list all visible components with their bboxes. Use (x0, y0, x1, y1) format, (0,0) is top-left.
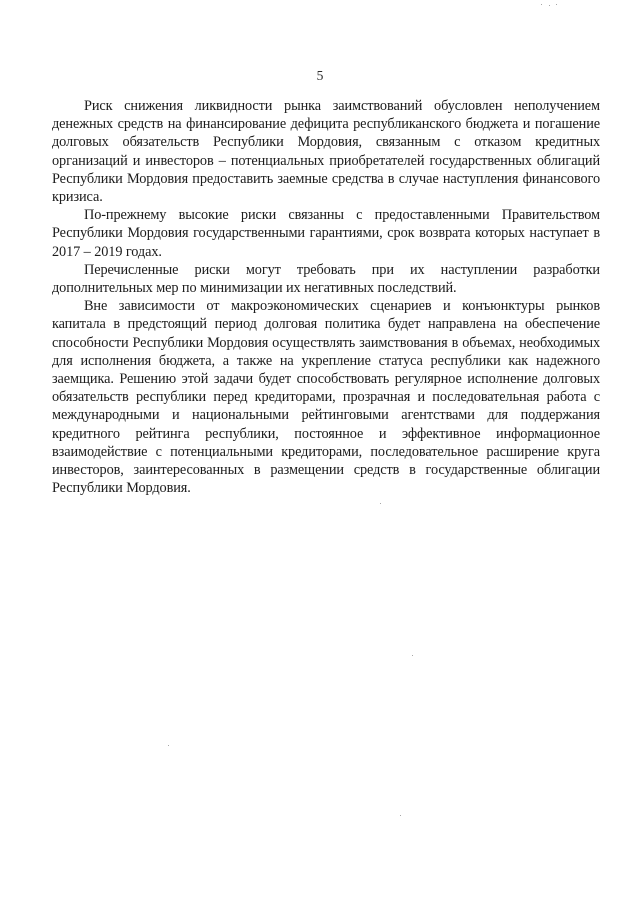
scan-speck (168, 745, 169, 746)
scan-speck (400, 815, 401, 816)
scan-speck (380, 503, 381, 504)
scan-speck (541, 4, 542, 5)
document-body (52, 97, 600, 497)
paragraph-guarantee-risk: По-прежнему высокие риски связанны с предоставленными Правительством Республики Мордовия государственными гарантиями, срок возврата которых наступает в 2017 – 2019 годах. (52, 207, 600, 260)
paragraph-liquidity-risk: Риск снижения ликвидности рынка заимствований обусловлен неполучением денежных средств на финансирование дефицита республиканского бюджета и погашение долговых обязательств Республики Мордовия, связанным с отказом кредитных организаций и инвесторов – потенциальных приобретателей государственных облигаций Республики Мордовия предоставить заемные средства в случае наступления финансового кризиса. (52, 98, 600, 206)
page-number: 5 (316, 68, 324, 83)
scan-speck (549, 5, 550, 6)
scan-speck (556, 4, 557, 5)
paragraph-debt-policy: Вне зависимости от макроэкономических сценариев и конъюнктуры рынков капитала в предстоящий период долговая политика будет направлена на обеспечение способности Республики Мордовия осуществлять заимствования в объемах, необходимых для исполнения бюджета, а также на укрепление статуса республики как надежного заемщика. Решению этой задачи будет способствовать регулярное исполнение долговых обязательств республики перед кредиторами, прозрачная и последовательная работа с международными и национальными рейтинговыми агентствами для поддержания кредитного рейтинга республики, постоянное и эффективное информационное взаимодействие с потенциальными кредиторами, последовательное расширение круга инвесторов, заинтересованных в размещении средств в государственные облигации Республики Мордовия. (52, 298, 600, 497)
scan-speck (412, 655, 413, 656)
paragraph-risk-measures: Перечисленные риски могут требовать при их наступлении разработки дополнительных мер по минимизации их негативных последствий. (52, 261, 600, 297)
